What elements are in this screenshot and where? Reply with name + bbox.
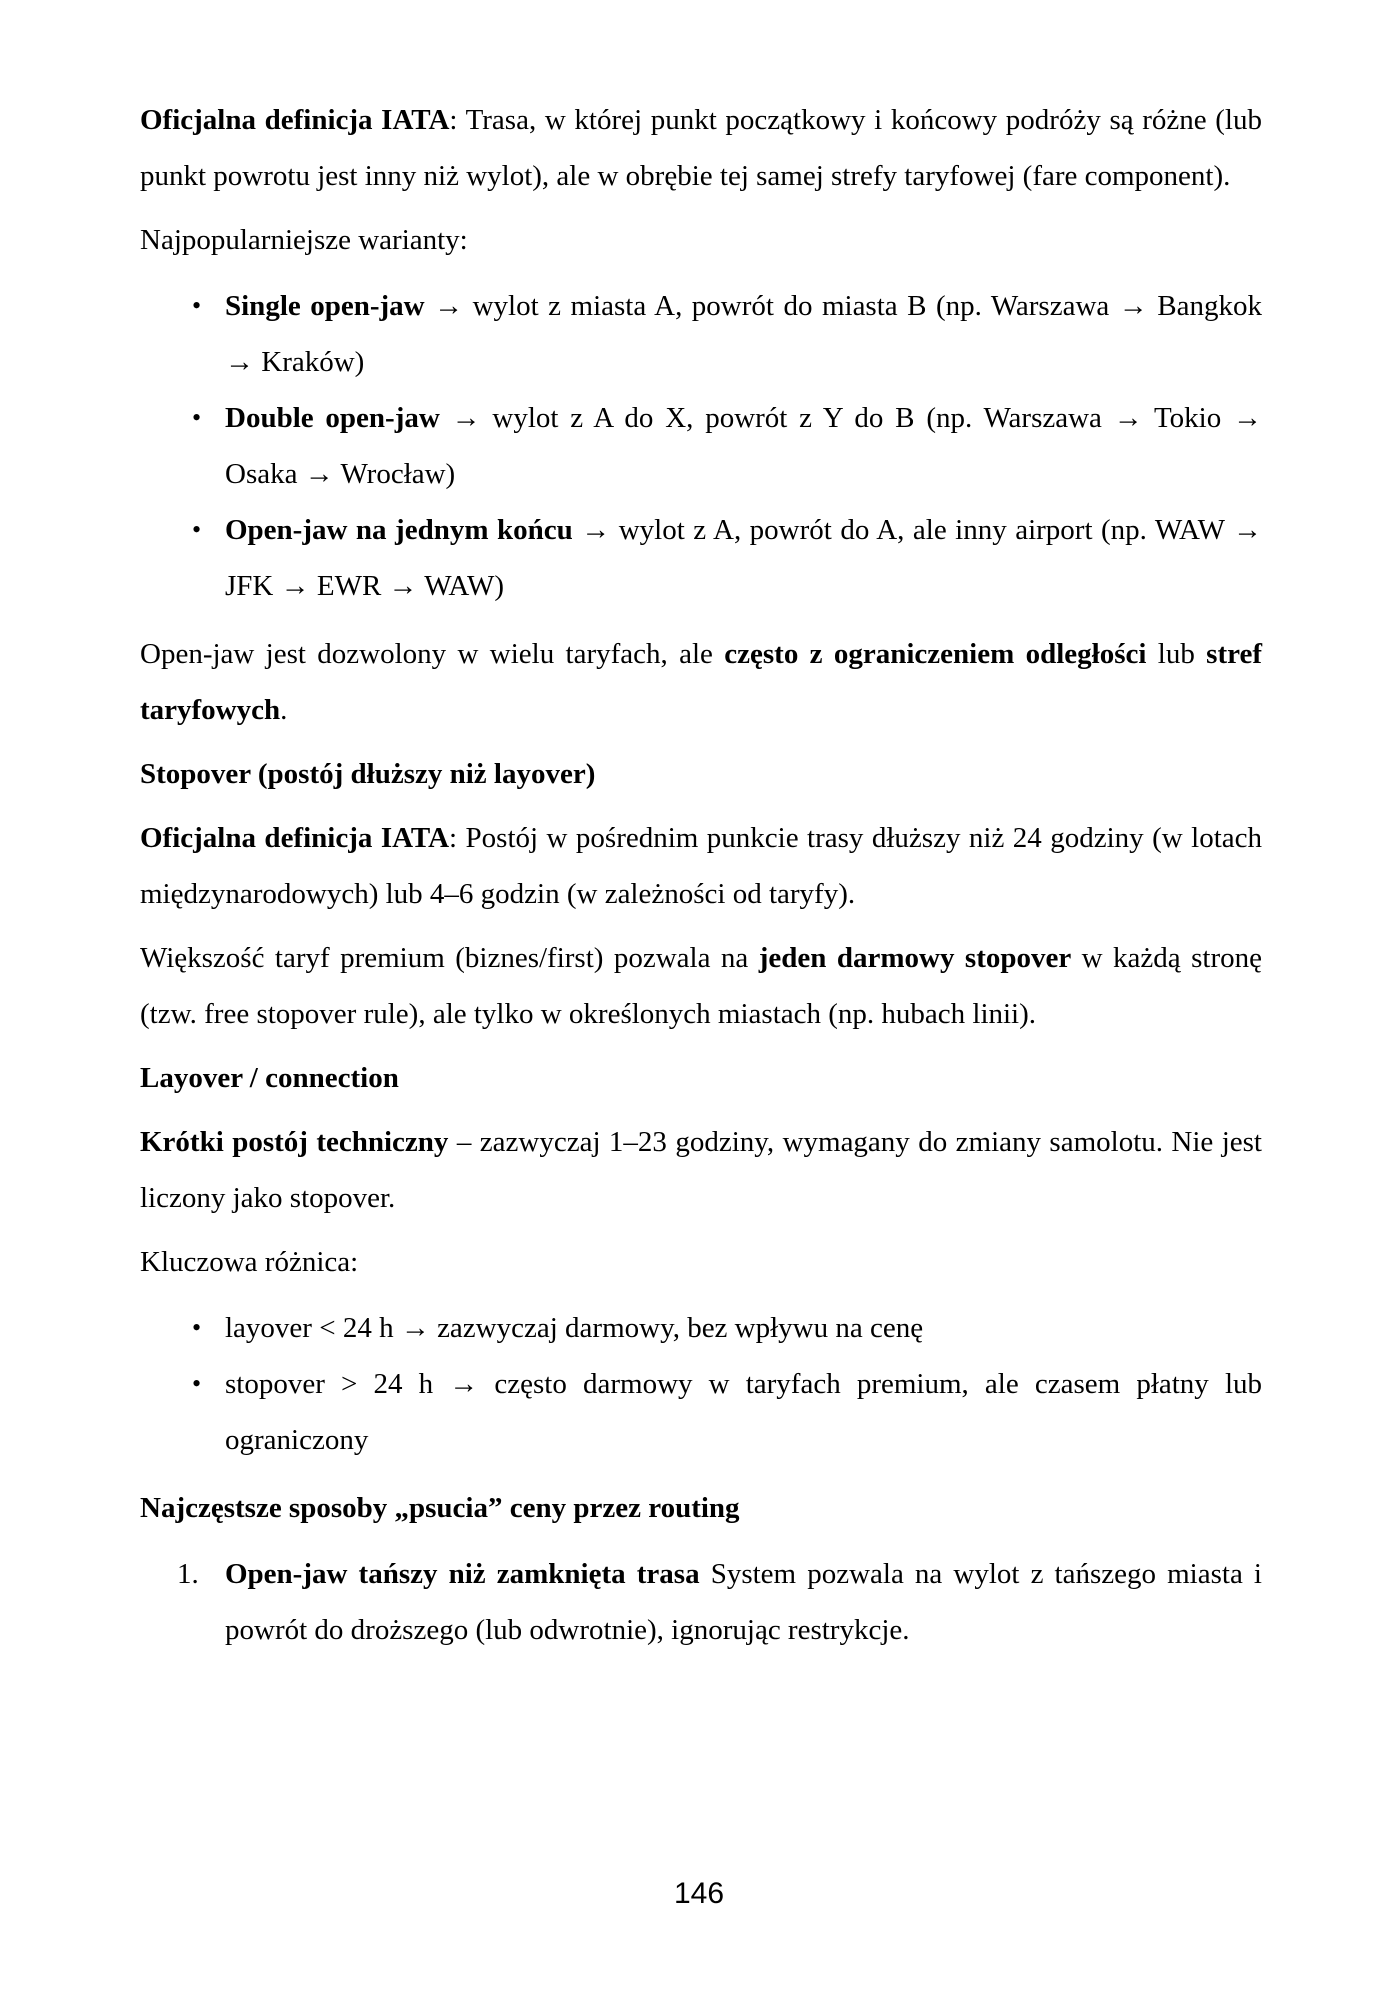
list-item bbox=[140, 1356, 1262, 1468]
body-text: System pozwala na wylot z tańszego miasta i powrót do droższego (lub odwrotnie), ignorując restrykcje. bbox=[225, 1558, 1262, 1646]
bullet-icon: • bbox=[192, 1313, 202, 1342]
heading-stopover bbox=[140, 746, 1262, 802]
paragraph-variants-intro bbox=[140, 212, 1262, 268]
paragraph-openjaw-allowed bbox=[140, 626, 1262, 738]
body-text: Open-jaw jest dozwolony w wielu taryfach, ale bbox=[140, 638, 725, 670]
list-item bbox=[140, 502, 1262, 614]
body-text: → wylot z A, powrót do A, ale inny airport (np. WAW → JFK → EWR → WAW) bbox=[225, 514, 1262, 602]
paragraph-layover-definition bbox=[140, 1114, 1262, 1226]
bold-text: Open-jaw na jednym końcu bbox=[225, 514, 573, 546]
paragraph-key-difference-intro bbox=[140, 1234, 1262, 1290]
body-text: lub bbox=[1146, 638, 1207, 670]
bold-text: Single open-jaw bbox=[225, 290, 425, 322]
page-number: 146 bbox=[673, 1877, 725, 1910]
numbered-list-routing-tricks bbox=[140, 1546, 1262, 1658]
list-number: 1. bbox=[177, 1558, 199, 1590]
body-text: – zazwyczaj 1–23 godziny, wymagany do zmiany samolotu. Nie jest liczony jako stopover. bbox=[140, 1126, 1262, 1214]
heading-text: Najczęstsze sposoby „psucia” ceny przez routing bbox=[140, 1492, 740, 1524]
bullet-icon: • bbox=[192, 515, 202, 544]
body-text: → wylot z A do X, powrót z Y do B (np. Warszawa → Tokio → Osaka → Wrocław) bbox=[225, 402, 1262, 490]
list-item bbox=[140, 278, 1262, 390]
body-text: Większość taryf premium (biznes/first) pozwala na bbox=[140, 942, 759, 974]
bold-text: Krótki postój techniczny bbox=[140, 1126, 449, 1158]
body-text: Kluczowa różnica: bbox=[140, 1246, 359, 1278]
body-text: : Postój w pośrednim punkcie trasy dłuższy niż 24 godziny (w lotach międzynarodowych) lub 4–6 godzin (w zależności od taryfy). bbox=[140, 822, 1263, 910]
bold-text: często z ograniczeniem odległości bbox=[724, 638, 1147, 670]
bullet-icon: • bbox=[192, 403, 202, 432]
list-item bbox=[140, 1546, 1262, 1658]
body-text: → wylot z miasta A, powrót do miasta B (np. Warszawa → Bangkok → Kraków) bbox=[225, 290, 1262, 378]
body-text: stopover > 24 h → często darmowy w taryfach premium, ale czasem płatny lub ograniczony bbox=[225, 1368, 1262, 1456]
heading-text: Layover / connection bbox=[140, 1062, 399, 1094]
paragraph-definition-openjaw bbox=[140, 92, 1262, 204]
page-content bbox=[140, 92, 1262, 1670]
list-item bbox=[140, 1300, 1262, 1356]
heading-text: Stopover (postój dłuższy niż layover) bbox=[140, 758, 596, 790]
bold-text: stref taryfowych bbox=[140, 638, 1262, 726]
body-text: : Trasa, w której punkt początkowy i końcowy podróży są różne (lub punkt powrotu jest inny niż wylot), ale w obrębie tej samej strefy taryfowej (fare component). bbox=[140, 104, 1262, 192]
bold-text: Double open-jaw bbox=[225, 402, 440, 434]
bullet-list-key-difference bbox=[140, 1300, 1262, 1468]
bold-text: jeden darmowy stopover bbox=[758, 942, 1072, 974]
bullet-list-openjaw-variants bbox=[140, 278, 1262, 614]
bold-text: Open-jaw tańszy niż zamknięta trasa bbox=[225, 1558, 700, 1590]
list-item bbox=[140, 390, 1262, 502]
paragraph-definition-stopover bbox=[140, 810, 1262, 922]
body-text: . bbox=[280, 694, 288, 726]
heading-layover bbox=[140, 1050, 1262, 1106]
body-text: w każdą stronę (tzw. free stopover rule), ale tylko w określonych miastach (np. hubach linii). bbox=[140, 942, 1262, 1030]
bold-text: Oficjalna definicja IATA bbox=[140, 822, 450, 854]
paragraph-premium-fares bbox=[140, 930, 1262, 1042]
heading-routing-tricks bbox=[140, 1480, 1262, 1536]
body-text: Najpopularniejsze warianty: bbox=[140, 224, 468, 256]
body-text: layover < 24 h → zazwyczaj darmowy, bez wpływu na cenę bbox=[225, 1312, 924, 1344]
bullet-icon: • bbox=[192, 1369, 202, 1398]
bold-text: Oficjalna definicja IATA bbox=[140, 104, 450, 136]
bullet-icon: • bbox=[192, 291, 202, 320]
